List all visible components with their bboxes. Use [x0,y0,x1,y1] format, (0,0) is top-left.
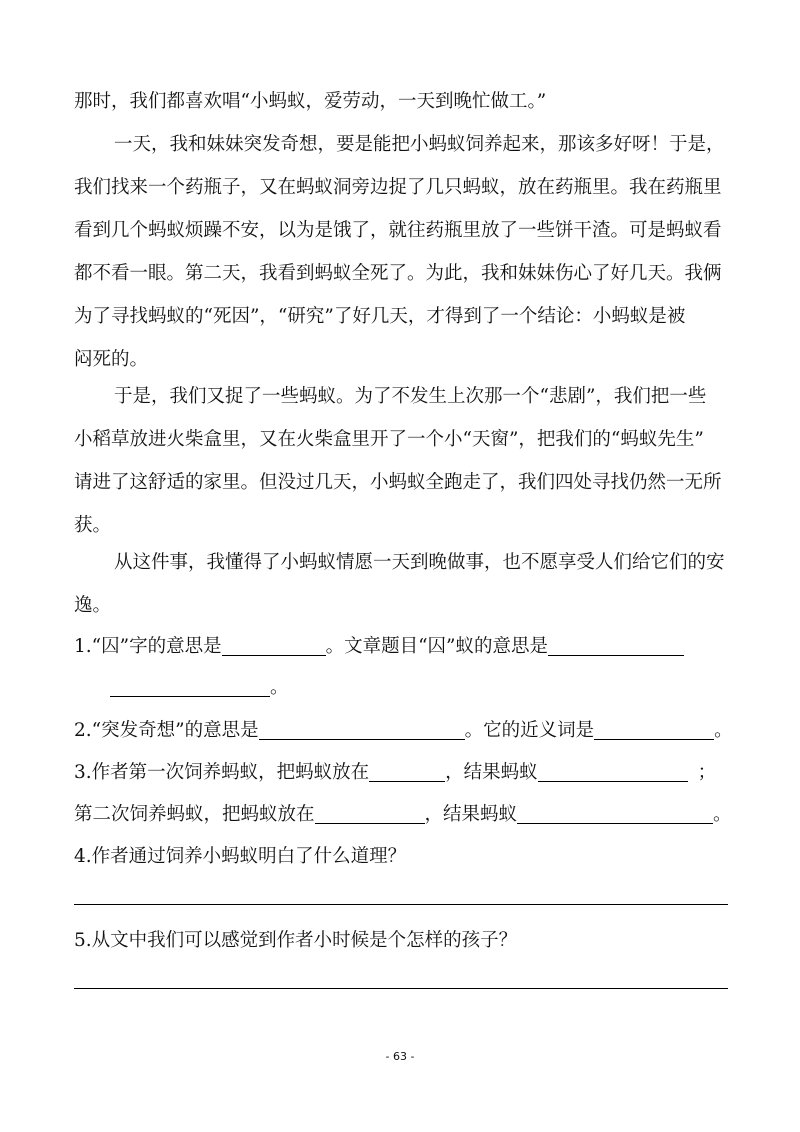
answer-blank[interactable] [538,761,688,782]
passage-line: 闷死的。 [74,349,149,370]
punctuation: ； [697,762,717,783]
answer-blank[interactable] [222,635,326,656]
question-2-prompt-b: 。它的近义词是 [464,720,595,741]
question-4-answer-line[interactable] [74,904,728,905]
passage-line: 于是，我们又捉了一些蚂蚁。为了不发生上次那一个“悲剧”，我们把一些 [114,386,707,407]
question-3-prompt: 3.作者第一次饲养蚂蚁，把蚂蚁放在 [74,762,370,783]
passage-line: 请进了这舒适的家里。但没过几天，小蚂蚁全跑走了，我们四处寻找仍然一无所 [74,472,722,493]
question-2-line [74,716,733,746]
punctuation: 。 [270,677,289,698]
page-number: - 63 - [385,1050,415,1063]
question-1-prompt: 1.“囚”字的意思是 [74,636,222,657]
passage-line: 从这件事，我懂得了小蚂蚁情愿一天到晚做事，也不愿享受人们给它们的安 [114,552,725,573]
question-3-prompt-c: 第二次饲养蚂蚁，把蚂蚁放在 [74,804,315,825]
passage-line: 逸。 [74,595,112,616]
question-4-prompt: 4.作者通过饲养小蚂蚁明白了什么道理？ [74,846,407,867]
answer-blank[interactable] [110,676,270,697]
question-3-line-1 [74,758,716,788]
question-3-prompt-b: ，结果蚂蚁 [445,762,538,783]
question-1-line-1 [74,632,684,662]
punctuation: 。 [714,720,733,741]
answer-blank[interactable] [594,719,714,740]
question-5-answer-line[interactable] [74,988,728,989]
passage-line: 一天，我和妹妹突发奇想，要是能把小蚂蚁饲养起来，那该多好呀！于是， [114,134,725,155]
question-1-prompt-b: 。文章题目“囚”蚁的意思是 [325,636,548,657]
question-3-line-2 [74,800,732,830]
passage-line: 我们找来一个药瓶子，又在蚂蚁洞旁边捉了几只蚂蚁，放在药瓶里。我在药瓶里 [74,177,722,198]
passage-line: 看到几个蚂蚁烦躁不安，以为是饿了，就往药瓶里放了一些饼干渣。可是蚂蚁看 [74,220,722,241]
passage-line: 获。 [74,515,112,536]
question-section [74,0,733,1132]
question-1-line-2 [110,673,289,703]
question-5-prompt: 5.从文中我们可以感觉到作者小时候是个怎样的孩子？ [74,930,518,951]
answer-blank[interactable] [369,761,445,782]
passage-line: 都不看一眼。第二天，我看到蚂蚁全死了。为此，我和妹妹伤心了好几天。我俩 [74,263,722,284]
punctuation: 。 [713,804,732,825]
answer-blank[interactable] [548,635,684,656]
passage-line: 那时，我们都喜欢唱“小蚂蚁，爱劳动，一天到晚忙做工。” [74,91,547,112]
answer-blank[interactable] [517,803,713,824]
answer-blank[interactable] [259,719,465,740]
answer-blank[interactable] [315,803,425,824]
passage-line: 小稻草放进火柴盒里，又在火柴盒里开了一个小“天窗”，把我们的“蚂蚁先生” [74,429,704,450]
question-2-prompt: 2.“突发奇想”的意思是 [74,720,259,741]
question-3-prompt-d: ，结果蚂蚁 [424,804,518,825]
passage-line: 为了寻找蚂蚁的“死因”，“研究”了好几天，才得到了一个结论：小蚂蚁是被 [74,306,686,327]
